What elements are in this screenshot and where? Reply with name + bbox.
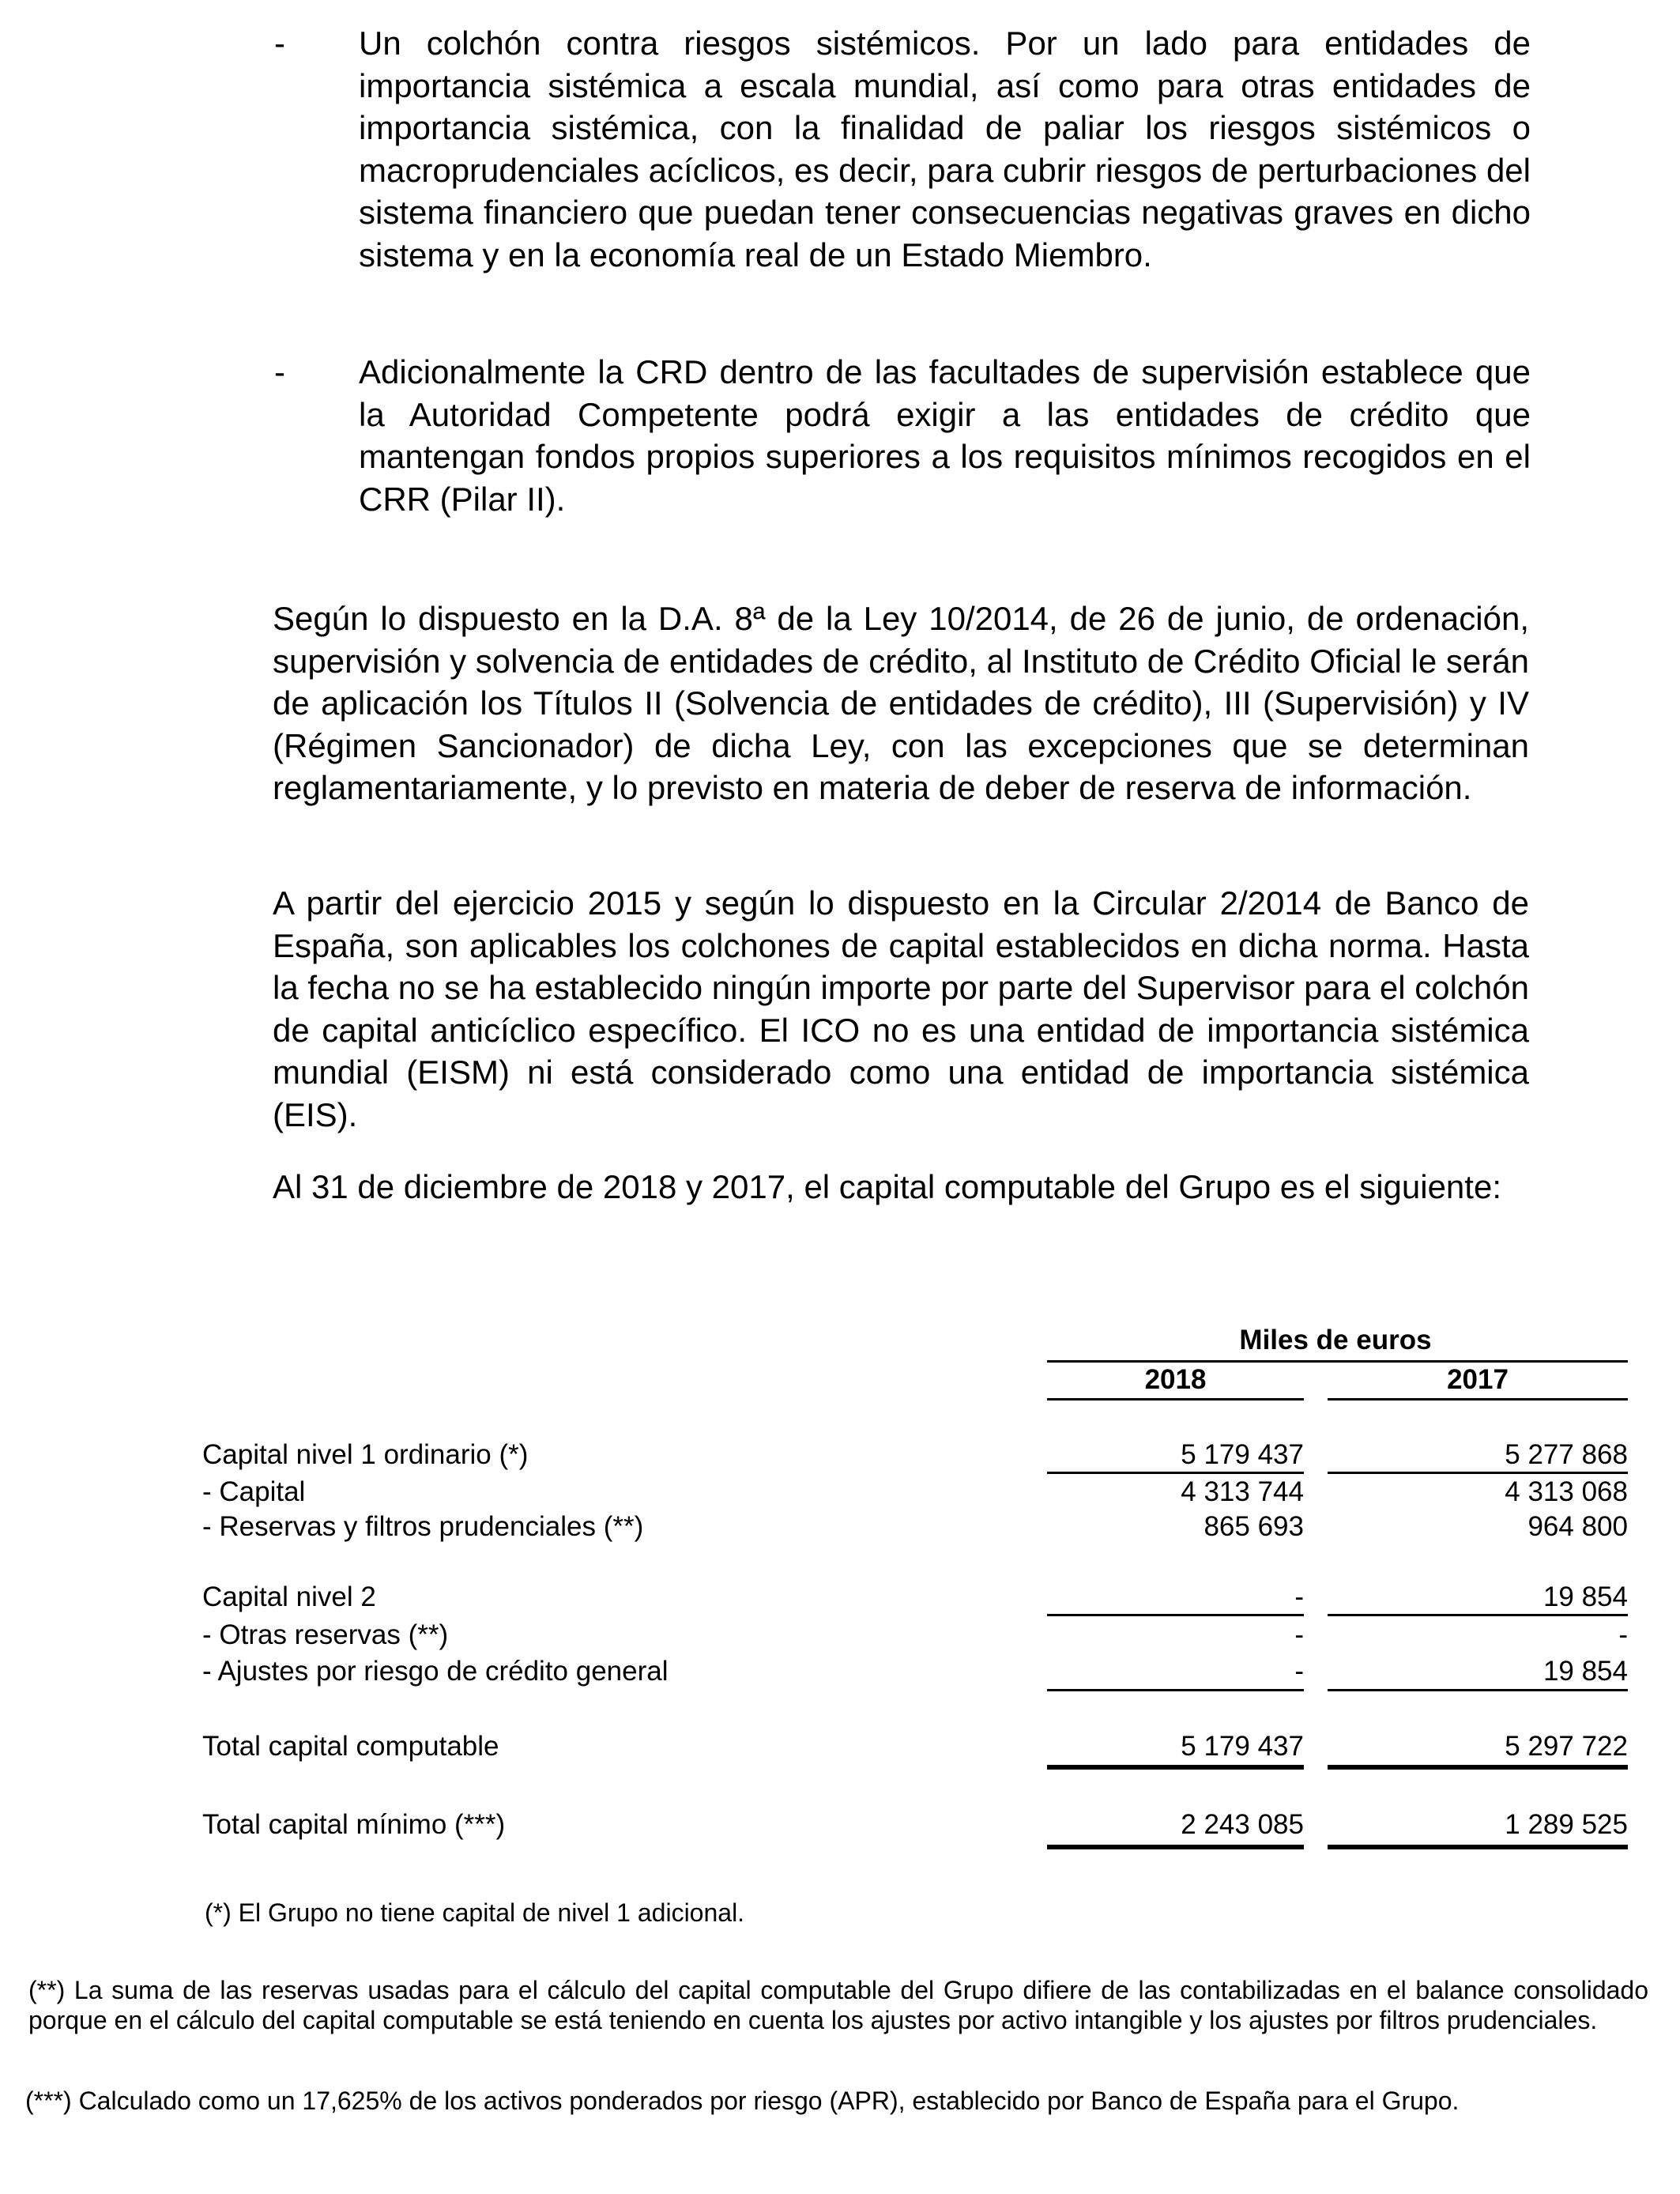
header-rule-2018 xyxy=(1047,1398,1304,1400)
table-cell-2018: 5 179 437 xyxy=(1181,1731,1304,1762)
table-row-label: Capital nivel 2 xyxy=(202,1581,376,1612)
header-rule-2017 xyxy=(1328,1398,1628,1400)
table-unit-header: Miles de euros xyxy=(1239,1325,1432,1355)
table-cell-2017: 5 297 722 xyxy=(1505,1731,1628,1762)
table-cell-2017: 964 800 xyxy=(1527,1511,1628,1542)
bullet-dash: - xyxy=(274,353,285,390)
table-row-label: Capital nivel 1 ordinario (*) xyxy=(202,1439,529,1470)
footnote-triple-asterisk: (***) Calculado como un 17,625% de los activos ponderados por riesgo (APR), establecido por Banco de España para el Grupo. xyxy=(25,2087,1460,2115)
table-cell-2018: 4 313 744 xyxy=(1181,1476,1304,1507)
bullet-dash: - xyxy=(274,25,285,62)
table-cell-2017: 4 313 068 xyxy=(1505,1476,1628,1507)
table-cell-2017: 19 854 xyxy=(1543,1656,1628,1687)
table-cell-2018: 2 243 085 xyxy=(1181,1809,1304,1840)
table-cell-2018: - xyxy=(1294,1656,1304,1687)
table-row-label: - Reservas y filtros prudenciales (**) xyxy=(202,1511,644,1542)
subtotal-rule-2017 xyxy=(1328,1614,1628,1616)
table-cell-2018: - xyxy=(1294,1581,1304,1612)
table-row-label: - Ajustes por riesgo de crédito general xyxy=(202,1656,669,1687)
table-cell-2017: - xyxy=(1618,1619,1628,1650)
table-cell-2017: 1 289 525 xyxy=(1505,1809,1628,1840)
table-cell-2017: 5 277 868 xyxy=(1505,1439,1628,1470)
table-row-label: - Otras reservas (**) xyxy=(202,1619,449,1650)
section-rule-2018 xyxy=(1047,1689,1304,1691)
section-rule-2017 xyxy=(1328,1689,1628,1691)
total-rule-2018 xyxy=(1047,1765,1304,1770)
bullet-text: Un colchón contra riesgos sistémicos. Por un lado para entidades de importancia sistémica a escala mundial, así como para otras entidades de importancia sistémica, con la finalidad de paliar los riesgos sistémicos o macroprudenciales acíclicos, es decir, para cubrir riesgos de perturbaciones del sistema financiero que puedan tener consecuencias negativas graves en dicho sistema y en la economía real de un Estado Miembro. xyxy=(359,25,1531,273)
total-rule-2017 xyxy=(1328,1765,1628,1770)
paragraph-capital-intro: Al 31 de diciembre de 2018 y 2017, el capital computable del Grupo es el siguiente: xyxy=(273,1168,1501,1205)
paragraph-ley-10-2014: Según lo dispuesto en la D.A. 8ª de la Ley 10/2014, de 26 de junio, de ordenación, supervisión y solvencia de entidades de crédito, al Instituto de Crédito Oficial le serán de aplicación los Títulos II (Solvencia de entidades de crédito), III (Supervisión) y IV (Régimen Sancionador) de dicha Ley, con las excepciones que se determinan reglamentariamente, y lo previsto en materia de deber de reserva de información. xyxy=(273,600,1529,806)
column-header-2017: 2017 xyxy=(1447,1364,1509,1395)
table-cell-2018: 865 693 xyxy=(1203,1511,1304,1542)
header-rule-top xyxy=(1047,1360,1628,1363)
column-header-2018: 2018 xyxy=(1144,1364,1207,1395)
bullet-text: Adicionalmente la CRD dentro de las facultades de supervisión establece que la Autoridad Competente podrá exigir a las entidades de crédito que mantengan fondos propios superiores a los requisitos mínimos recogidos en el CRR (Pilar II). xyxy=(359,353,1531,518)
footnote-single-asterisk: (*) El Grupo no tiene capital de nivel 1 adicional. xyxy=(205,1898,745,1927)
table-cell-2018: 5 179 437 xyxy=(1181,1439,1304,1470)
total-rule-2017 xyxy=(1328,1845,1628,1849)
table-cell-2018: - xyxy=(1294,1619,1304,1650)
table-row-label: Total capital computable xyxy=(202,1731,499,1762)
subtotal-rule-2017 xyxy=(1328,1472,1628,1474)
table-row-label: - Capital xyxy=(202,1476,306,1507)
footnote-double-asterisk: (**) La suma de las reservas usadas para el cálculo del capital computable del Grupo difiere de las contabilizadas en el balance consolidado porque en el cálculo del capital computable se está teniendo en cuenta los ajustes por activo intangible y los ajustes por filtros prudenciales. xyxy=(28,1976,1648,2034)
subtotal-rule-2018 xyxy=(1047,1472,1304,1474)
table-row-label: Total capital mínimo (***) xyxy=(202,1809,506,1840)
subtotal-rule-2018 xyxy=(1047,1614,1304,1616)
total-rule-2018 xyxy=(1047,1845,1304,1849)
table-cell-2017: 19 854 xyxy=(1543,1581,1628,1612)
paragraph-circular-2-2014: A partir del ejercicio 2015 y según lo dispuesto en la Circular 2/2014 de Banco de España, son aplicables los colchones de capital establecidos en dicha norma. Hasta la fecha no se ha establecido ningún importe por parte del Supervisor para el colchón de capital anticíclico específico. El ICO no es una entidad de importancia sistémica mundial (EISM) ni está considerado como una entidad de importancia sistémica (EIS). xyxy=(273,884,1529,1133)
